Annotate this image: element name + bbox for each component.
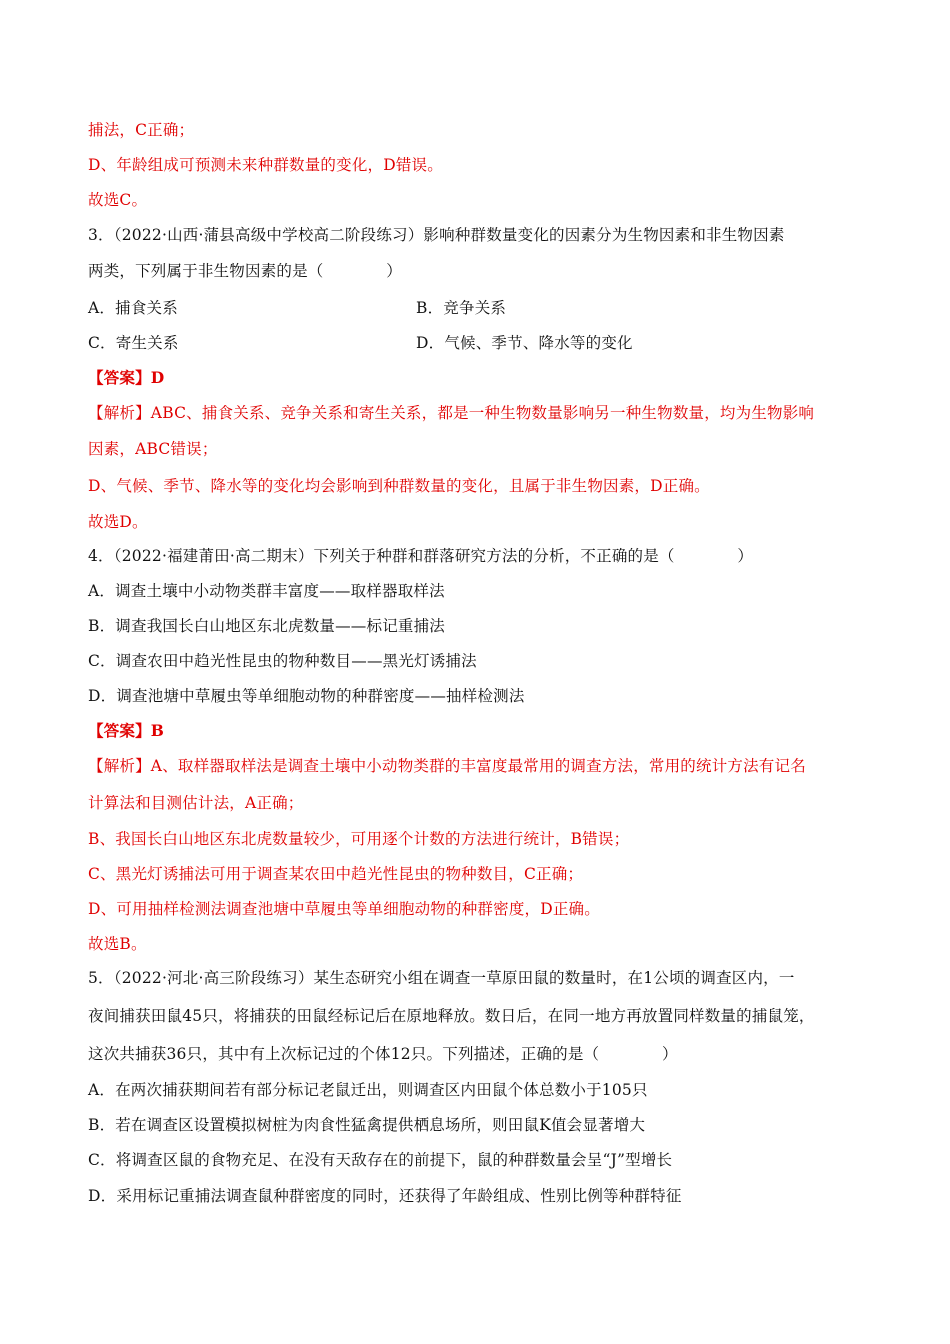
q3-choose: 故选D。	[88, 513, 148, 531]
q4-stem: 4．（2022·福建莆田·高二期末）下列关于种群和群落研究方法的分析，不正确的是（ ）	[88, 547, 754, 565]
q4-analysis: 【解析】A、取样器取样法是调查土壤中小动物类群的丰富度最常用的调查方法，常用的统计方法有记名	[88, 757, 806, 775]
q5-stem: 5．（2022·河北·高三阶段练习）某生态研究小组在调查一草原田鼠的数量时，在1公顷的调查区内，一	[88, 969, 795, 987]
q2-analysis-line-d: D、年龄组成可预测未来种群数量的变化，D错误。	[88, 156, 443, 174]
q5-option-a: A．在两次捕获期间若有部分标记老鼠迁出，则调查区内田鼠个体总数小于105只	[88, 1081, 648, 1099]
q4-answer: 【答案】B	[88, 721, 165, 740]
q4-option-a: A．调查土壤中小动物类群丰富度——取样器取样法	[88, 582, 445, 600]
q2-analysis-line: 捕法，C正确；	[88, 121, 195, 139]
q4-analysis-cont: 计算法和目测估计法，A正确；	[88, 794, 304, 812]
q5-option-c: C．将调查区鼠的食物充足、在没有天敌存在的前提下，鼠的种群数量会呈“J”型增长	[88, 1151, 673, 1169]
q4-choose: 故选B。	[88, 935, 147, 953]
q3-analysis-cont: 因素，ABC错误；	[88, 440, 218, 458]
q4-analysis-c: C、黑光灯诱捕法可用于调查某农田中趋光性昆虫的物种数目，C正确；	[88, 865, 584, 883]
q3-option-d: D．气候、季节、降水等的变化	[416, 334, 633, 352]
q4-analysis-d: D、可用抽样检测法调查池塘中草履虫等单细胞动物的种群密度，D正确。	[88, 900, 600, 918]
q3-analysis: 【解析】ABC、捕食关系、竞争关系和寄生关系，都是一种生物数量影响另一种生物数量，均为生物影响	[88, 404, 815, 422]
q5-stem-cont: 夜间捕获田鼠45只，将捕获的田鼠经标记后在原地释放。数日后，在同一地方再放置同样数量的捕鼠笼，	[88, 1007, 815, 1025]
q4-option-b: B．调查我国长白山地区东北虎数量——标记重捕法	[88, 617, 445, 635]
q3-option-c: C．寄生关系	[88, 334, 179, 352]
q5-option-b: B．若在调查区设置模拟树桩为肉食性猛禽提供栖息场所，则田鼠K值会显著增大	[88, 1116, 646, 1134]
q3-option-a: A．捕食关系	[88, 299, 178, 317]
q4-option-d: D．调查池塘中草履虫等单细胞动物的种群密度——抽样检测法	[88, 687, 525, 705]
q3-stem-cont: 两类，下列属于非生物因素的是（ ）	[88, 262, 403, 280]
q4-analysis-b: B、我国长白山地区东北虎数量较少，可用逐个计数的方法进行统计，B错误；	[88, 830, 630, 848]
q2-choose: 故选C。	[88, 191, 148, 209]
q4-option-c: C．调查农田中趋光性昆虫的物种数目——黑光灯诱捕法	[88, 652, 477, 670]
q5-stem-cont2: 这次共捕获36只，其中有上次标记过的个体12只。下列描述，正确的是（ ）	[88, 1045, 678, 1063]
q3-analysis-d: D、气候、季节、降水等的变化均会影响到种群数量的变化，且属于非生物因素，D正确。	[88, 477, 710, 495]
q5-option-d: D．采用标记重捕法调查鼠种群密度的同时，还获得了年龄组成、性别比例等种群特征	[88, 1187, 682, 1205]
q3-answer: 【答案】D	[88, 368, 165, 387]
q3-stem: 3．（2022·山西·蒲县高级中学校高二阶段练习）影响种群数量变化的因素分为生物因素和非生物因素	[88, 226, 785, 244]
q3-option-b: B．竞争关系	[416, 299, 507, 317]
